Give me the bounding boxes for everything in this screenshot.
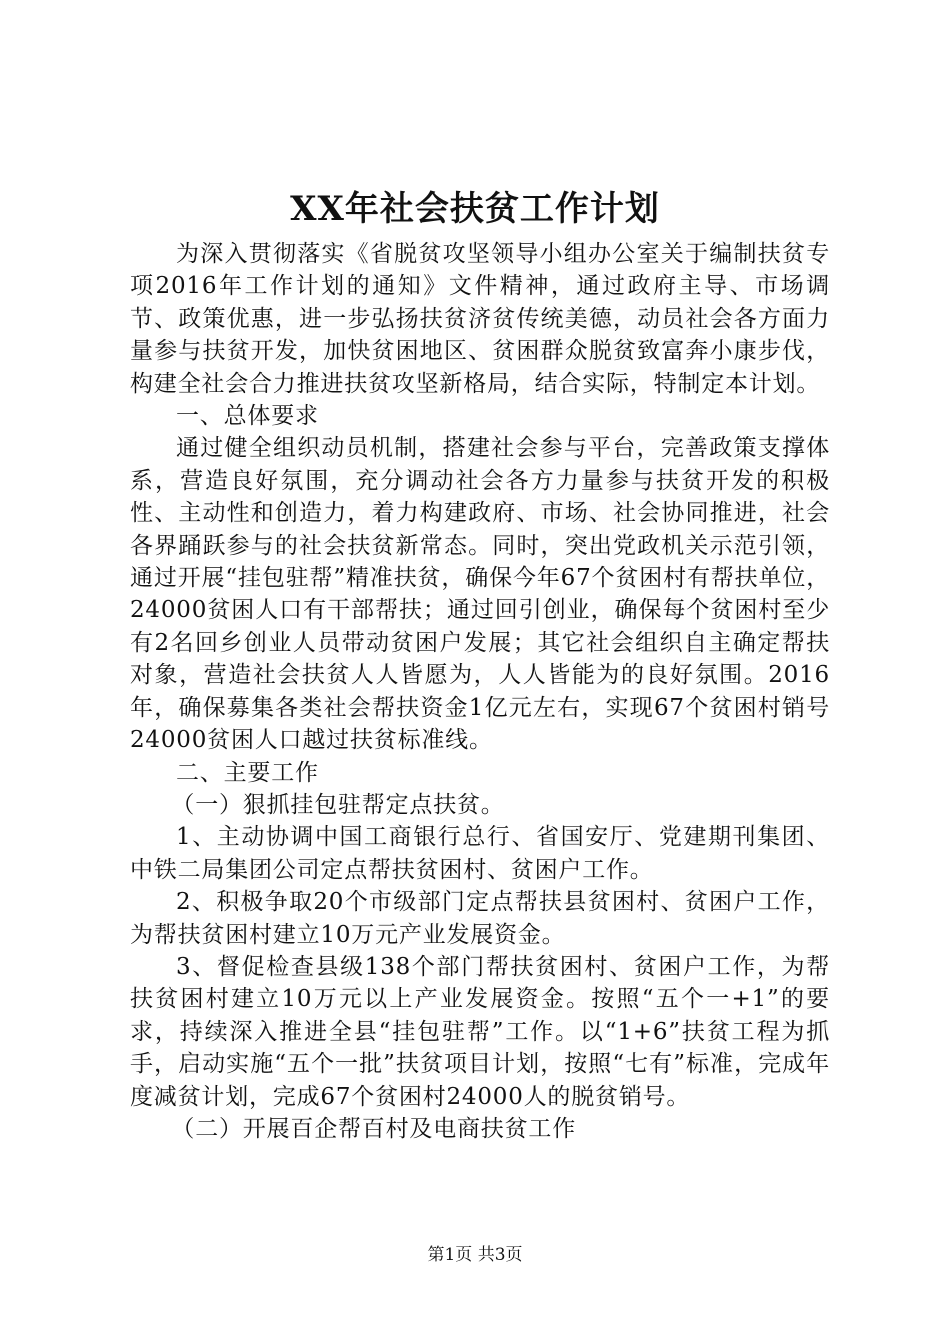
list-item-3: 3、督促检查县级138个部门帮扶贫困村、贫困户工作，为帮扶贫困村建立10万元以上产业发展资金。按照“五个一+1”的要求，持续深入推进全县“挂包驻帮”工作。以“1+6”扶贫工程为抓手，启动实施“五个一批”扶贫项目计划，按照“七有”标准，完成年度减贫计划，完成67个贫困村24000人的脱贫销号。 bbox=[130, 953, 830, 1110]
intro-paragraph: 为深入贯彻落实《省脱贫攻坚领导小组办公室关于编制扶贫专项2016年工作计划的通知》文件精神，通过政府主导、市场调节、政策优惠，进一步弘扬扶贫济贫传统美德，动员社会各方面力量参与扶贫开发，加快贫困地区、贫困群众脱贫致富奔小康步伐，构建全社会合力推进扶贫攻坚新格局，结合实际，特制定本计划。 bbox=[130, 241, 830, 397]
general-requirements-paragraph: 通过健全组织动员机制，搭建社会参与平台，完善政策支撑体系，营造良好氛围，充分调动社会各方力量参与扶贫开发的积极性、主动性和创造力，着力构建政府、市场、社会协同推进，社会各界踊跃参与的社会扶贫新常态。同时，突出党政机关示范引领，通过开展“挂包驻帮”精准扶贫，确保今年67个贫困村有帮扶单位，24000贫困人口有干部帮扶；通过回引创业，确保每个贫困村至少有2名回乡创业人员带动贫困户发展；其它社会组织自主确定帮扶对象，营造社会扶贫人人皆愿为，人人皆能为的良好氛围。2016年，确保募集各类社会帮扶资金1亿元左右，实现67个贫困村销号24000贫困人口越过扶贫标准线。 bbox=[130, 435, 830, 754]
document-body bbox=[130, 238, 830, 1145]
subsection-heading-1: （一）狠抓挂包驻帮定点扶贫。 bbox=[171, 791, 505, 818]
subsection-heading-2: （二）开展百企帮百村及电商扶贫工作 bbox=[171, 1115, 576, 1142]
list-item-1: 1、主动协调中国工商银行总行、省国安厅、党建期刊集团、中铁二局集团公司定点帮扶贫困村、贫困户工作。 bbox=[130, 824, 830, 883]
section-heading-main-work: 二、主要工作 bbox=[176, 759, 319, 786]
section-heading-general-requirements: 一、总体要求 bbox=[176, 403, 319, 430]
page-footer: 第1页 共3页 bbox=[427, 1245, 523, 1265]
list-item-2: 2、积极争取20个市级部门定点帮扶县贫困村、贫困户工作，为帮扶贫困村建立10万元产业发展资金。 bbox=[130, 889, 830, 948]
document-title: XX年社会扶贫工作计划 bbox=[290, 189, 660, 229]
